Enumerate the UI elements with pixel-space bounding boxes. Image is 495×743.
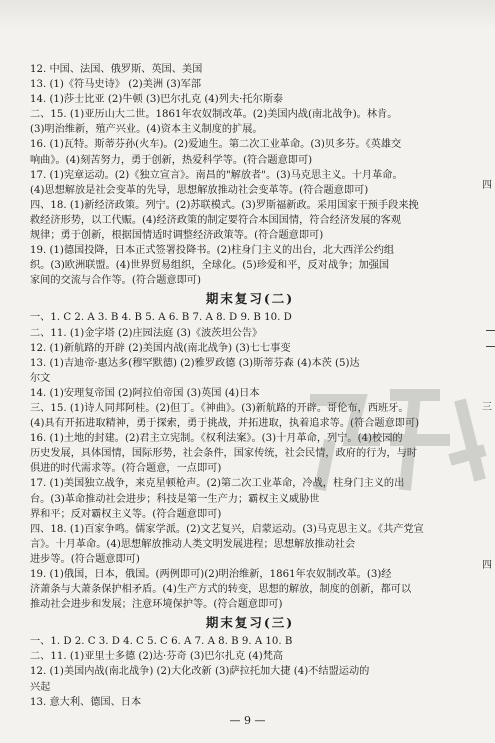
- review-2-line: 言》。十月革命。(4)思想解放推动人类文明发展进程；思想解放推动社会: [30, 538, 356, 550]
- answer-text: [30, 62, 470, 710]
- page-number: — 9 —: [229, 714, 266, 727]
- part1-block: [30, 62, 470, 288]
- review-3-line: 兴起: [30, 681, 51, 693]
- review-2-line: 16. (1)土地的封建。(2)君主立宪制。《权利法案》。(3)十月革命，列宁。(4)校园的: [30, 433, 403, 445]
- section-title-review-2: 期末复习(二): [205, 291, 295, 307]
- review-2-line: 三、15. (1)诗人同邦阿桂。(2)但丁。《神曲》。(3)新航路的开辟。哥伦布，西班牙。: [30, 402, 409, 414]
- part3-block: [30, 634, 470, 709]
- review-1-line: 12. 中国、法国、俄罗斯、英国、美国: [30, 64, 203, 75]
- edge-mark-right-1: 四: [482, 180, 492, 191]
- review-3-line: 二、11. (1)亚里士多德 (2)达·芬奇 (3)巴尔扎克 (4)梵高: [30, 651, 284, 663]
- review-2-line: 济萧条与大萧条保护相矛盾。(4)生产方式的转变，思想的解放，制度的创新，都可以: [30, 584, 412, 596]
- review-3-line: 一、1. D 2. C 3. D 4. C 5. C 6. A 7. A 8. B 9. A 10. B: [30, 636, 293, 648]
- review-1-line: 14. (1)莎士比亚 (2)牛顿 (3)巴尔扎克 (4)列夫·托尔斯泰: [30, 94, 284, 106]
- edge-mark-right-2: 三: [482, 402, 492, 413]
- review-2-line: 俱进的时代需求等。(符合题意，一点即可): [30, 463, 222, 475]
- review-2-line: 12. (1)新航路的开辟 (2)美国内战(南北战争) (3)七七事变: [30, 342, 291, 354]
- review-1-line: (4)思想解放是社会变革的先导，思想解放推动社会变革等。(符合题意即可): [30, 184, 369, 196]
- review-1-line: 17. (1)宪章运动。(2)《独立宣言》。南昌的"解放者"。(3)马克思主义。十月革命。: [30, 169, 403, 181]
- edge-dash-1: [486, 330, 495, 331]
- review-2-line: 19. (1)俄国，日本，俄国。(两例即可)(2)明治维新，1861年农奴制改革。(3)经: [30, 569, 392, 580]
- review-1-line: 织。(3)欧洲联盟。(4)世界贸易组织，全球化。(5)珍爱和平，反对战争；加强国: [30, 260, 390, 272]
- review-1-line: 规律；勇于创新，根据国情适时调整经济政策等。(符合题意即可): [30, 230, 324, 242]
- review-2-line: 台。(3)革命推动社会进步；科技是第一生产力；霸权主义威胁世: [30, 493, 320, 505]
- review-2-line: 推动社会进步和发展；注意环境保护等。(符合题意即可): [30, 599, 283, 611]
- review-2-line: 一、1. C 2. A 3. B 4. B 5. A 6. B 7. A 8. D 9. B 10. D: [30, 312, 292, 324]
- review-1-line: 13. (1)《符马史诗》 (2)美洲 (3)军部: [30, 79, 202, 91]
- review-2-line: 进步等。(符合题意即可): [30, 553, 140, 565]
- review-2-line: (4)具有开拓进取精神，勇于探索，勇于挑战，并拓进取，执着追求等。(符合题意即可): [30, 418, 420, 430]
- review-2-line: 二、11. (1)金字塔 (2)庄园法庭 (3)《波茨坦公告》: [30, 327, 263, 339]
- review-1-line: 救经济形势，以工代赈。(4)经济政策的制定要符合本国国情，符合经济发展的客观: [30, 214, 401, 226]
- review-2-line: 四、18. (1)百家争鸣。儒家学派。(2)文艺复兴，启蒙运动。(3)马克思主义。《共产党宣: [30, 523, 424, 535]
- edge-dash-2: [486, 346, 495, 347]
- review-3-line: 13. 意大利、德国、日本: [30, 696, 142, 708]
- review-2-line: 17. (1)美国独立战争，来克星顿枪声。(2)第二次工业革命，冷战，柱身门主义的出: [30, 478, 405, 490]
- review-1-line: 家间的交流与合作等。(符合题意即可): [30, 275, 201, 287]
- review-1-line: 响曲》。(4)刻苦努力，勇于创新，热爱科学等。(符合题意即可): [30, 154, 313, 166]
- edge-mark-right-3: 四: [482, 560, 492, 571]
- scan-shadow: [0, 0, 495, 30]
- review-1-line: 二、15. (1)亚历山大二世。1861年农奴制改革。(2)美国内战(南北战争)。林肯。: [30, 109, 398, 121]
- review-3-line: 12. (1)美国内战(南北战争) (2)大化改新 (3)萨拉托加大捷 (4)不结盟运动的: [30, 666, 370, 678]
- review-1-line: (3)明治维新，殖产兴业。(4)资本主义制度的扩展。: [30, 124, 263, 136]
- review-1-line: 16. (1)瓦特。斯蒂芬孙(火车)。(2)爱迪生。第二次工业革命。(3)贝多芬。《英雄交: [30, 139, 402, 151]
- review-2-line: 13. (1)吉迪帝·惠达多(穆罕默德) (2)雅罗政德 (3)斯蒂芬森 (4)本茨 (5)达: [30, 357, 360, 369]
- section-title-review-3: 期末复习(三): [205, 615, 295, 631]
- part2-block: [30, 310, 470, 612]
- review-2-line: 界和平；反对霸权主义等。(符合题意即可): [30, 508, 222, 520]
- review-2-line: 历史发展，具体国情，国际形势，社会条件，国家传统，社会民情，政府的行为，与时: [30, 448, 418, 460]
- review-1-line: 四、18. (1)新经济政策。列宁。(2)苏联模式。(3)罗斯福新政。采用国家干预手段来挽: [30, 199, 419, 211]
- review-2-line: 14. (1)安理复帝国 (2)阿拉伯帝国 (3)英国 (4)日本: [30, 387, 260, 399]
- review-1-line: 19. (1)德国投降，日本正式签署投降书。(2)柱身门主义的出台，北大西洋公约组: [30, 245, 395, 257]
- review-2-line: 尔文: [30, 372, 51, 384]
